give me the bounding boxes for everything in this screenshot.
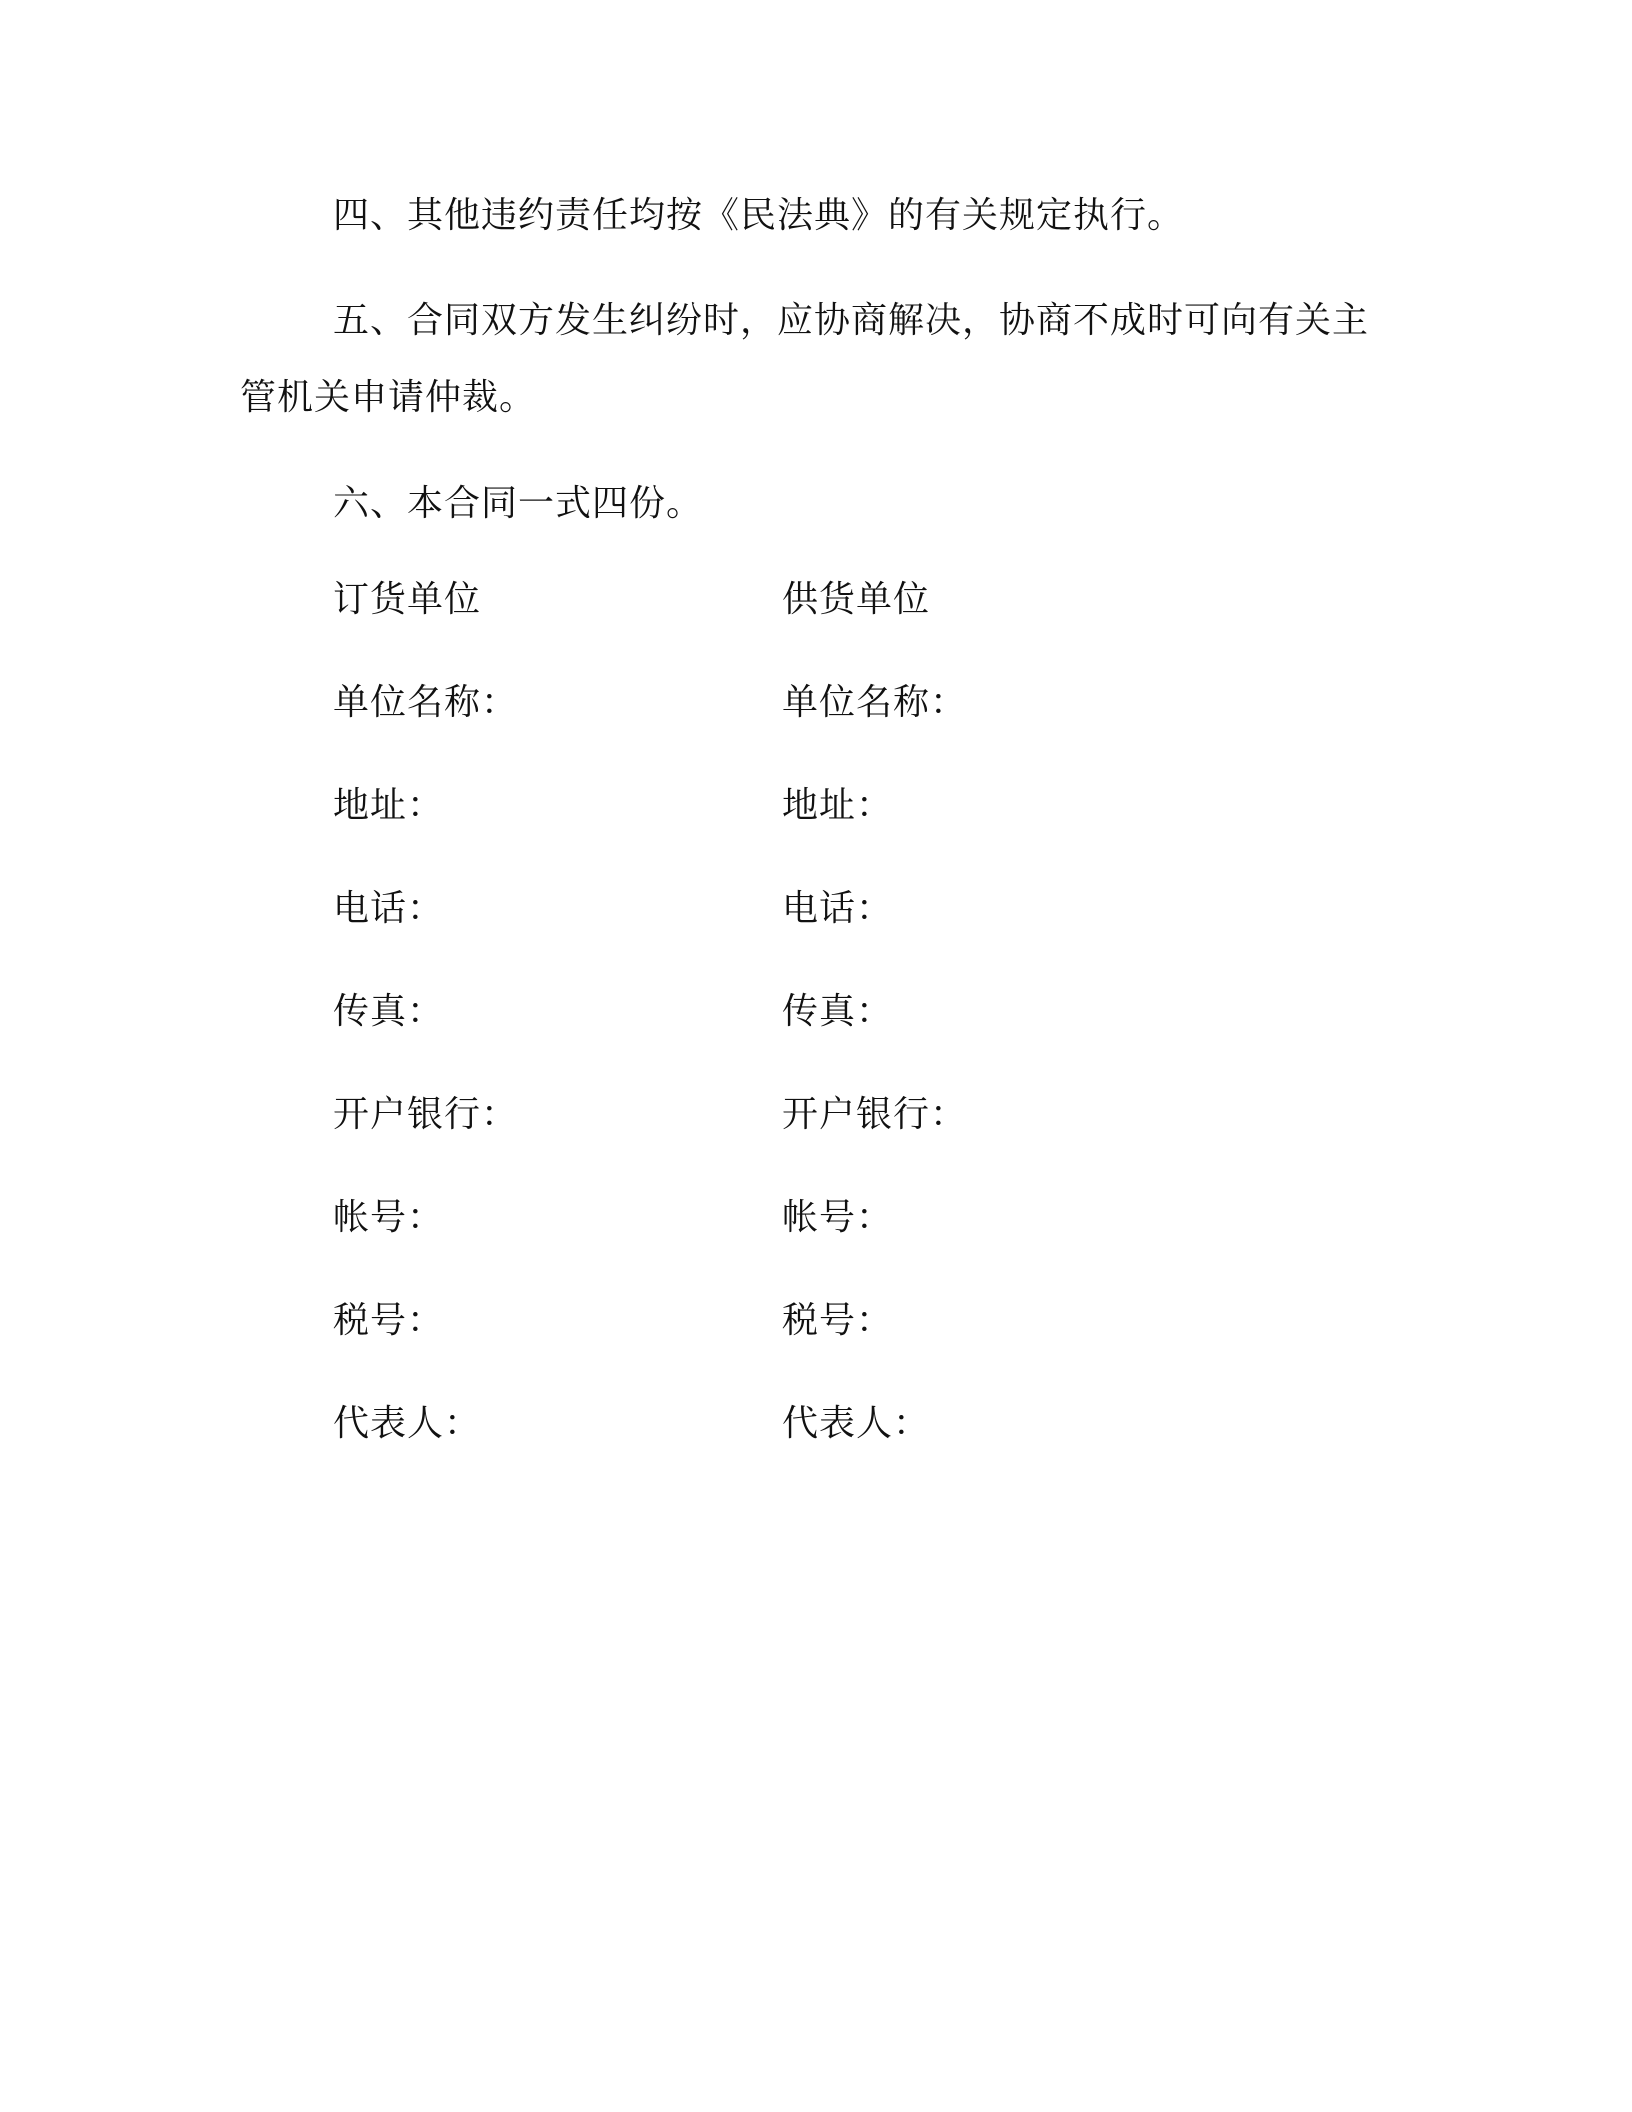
buyer-heading: 订货单位 — [333, 579, 482, 620]
clause-6: 六、本合同一式四份。 — [333, 483, 704, 524]
supplier-signature-block — [782, 579, 968, 1509]
buyer-tax-label: 税号： — [333, 1300, 445, 1341]
clause-4: 四、其他违约责任均按《民法典》的有关规定执行。 — [333, 195, 1185, 236]
buyer-fax-label: 传真： — [333, 991, 445, 1032]
supplier-phone-label: 电话： — [782, 888, 894, 929]
buyer-name-label: 单位名称： — [333, 682, 519, 723]
supplier-heading: 供货单位 — [782, 579, 931, 620]
buyer-representative-label: 代表人： — [333, 1403, 482, 1444]
buyer-address-label: 地址： — [333, 785, 445, 826]
supplier-address-label: 地址： — [782, 785, 894, 826]
buyer-account-label: 帐号： — [333, 1197, 445, 1238]
supplier-name-label: 单位名称： — [782, 682, 968, 723]
buyer-signature-block — [333, 579, 519, 1509]
supplier-representative-label: 代表人： — [782, 1403, 931, 1444]
supplier-tax-label: 税号： — [782, 1300, 894, 1341]
clause-5-line-2: 管机关申请仲裁。 — [240, 377, 537, 418]
supplier-account-label: 帐号： — [782, 1197, 894, 1238]
supplier-fax-label: 传真： — [782, 991, 894, 1032]
buyer-bank-label: 开户银行： — [333, 1094, 519, 1135]
supplier-bank-label: 开户银行： — [782, 1094, 968, 1135]
clause-5-line-1: 五、合同双方发生纠纷时，应协商解决，协商不成时可向有关主 — [333, 300, 1370, 341]
buyer-phone-label: 电话： — [333, 888, 445, 929]
